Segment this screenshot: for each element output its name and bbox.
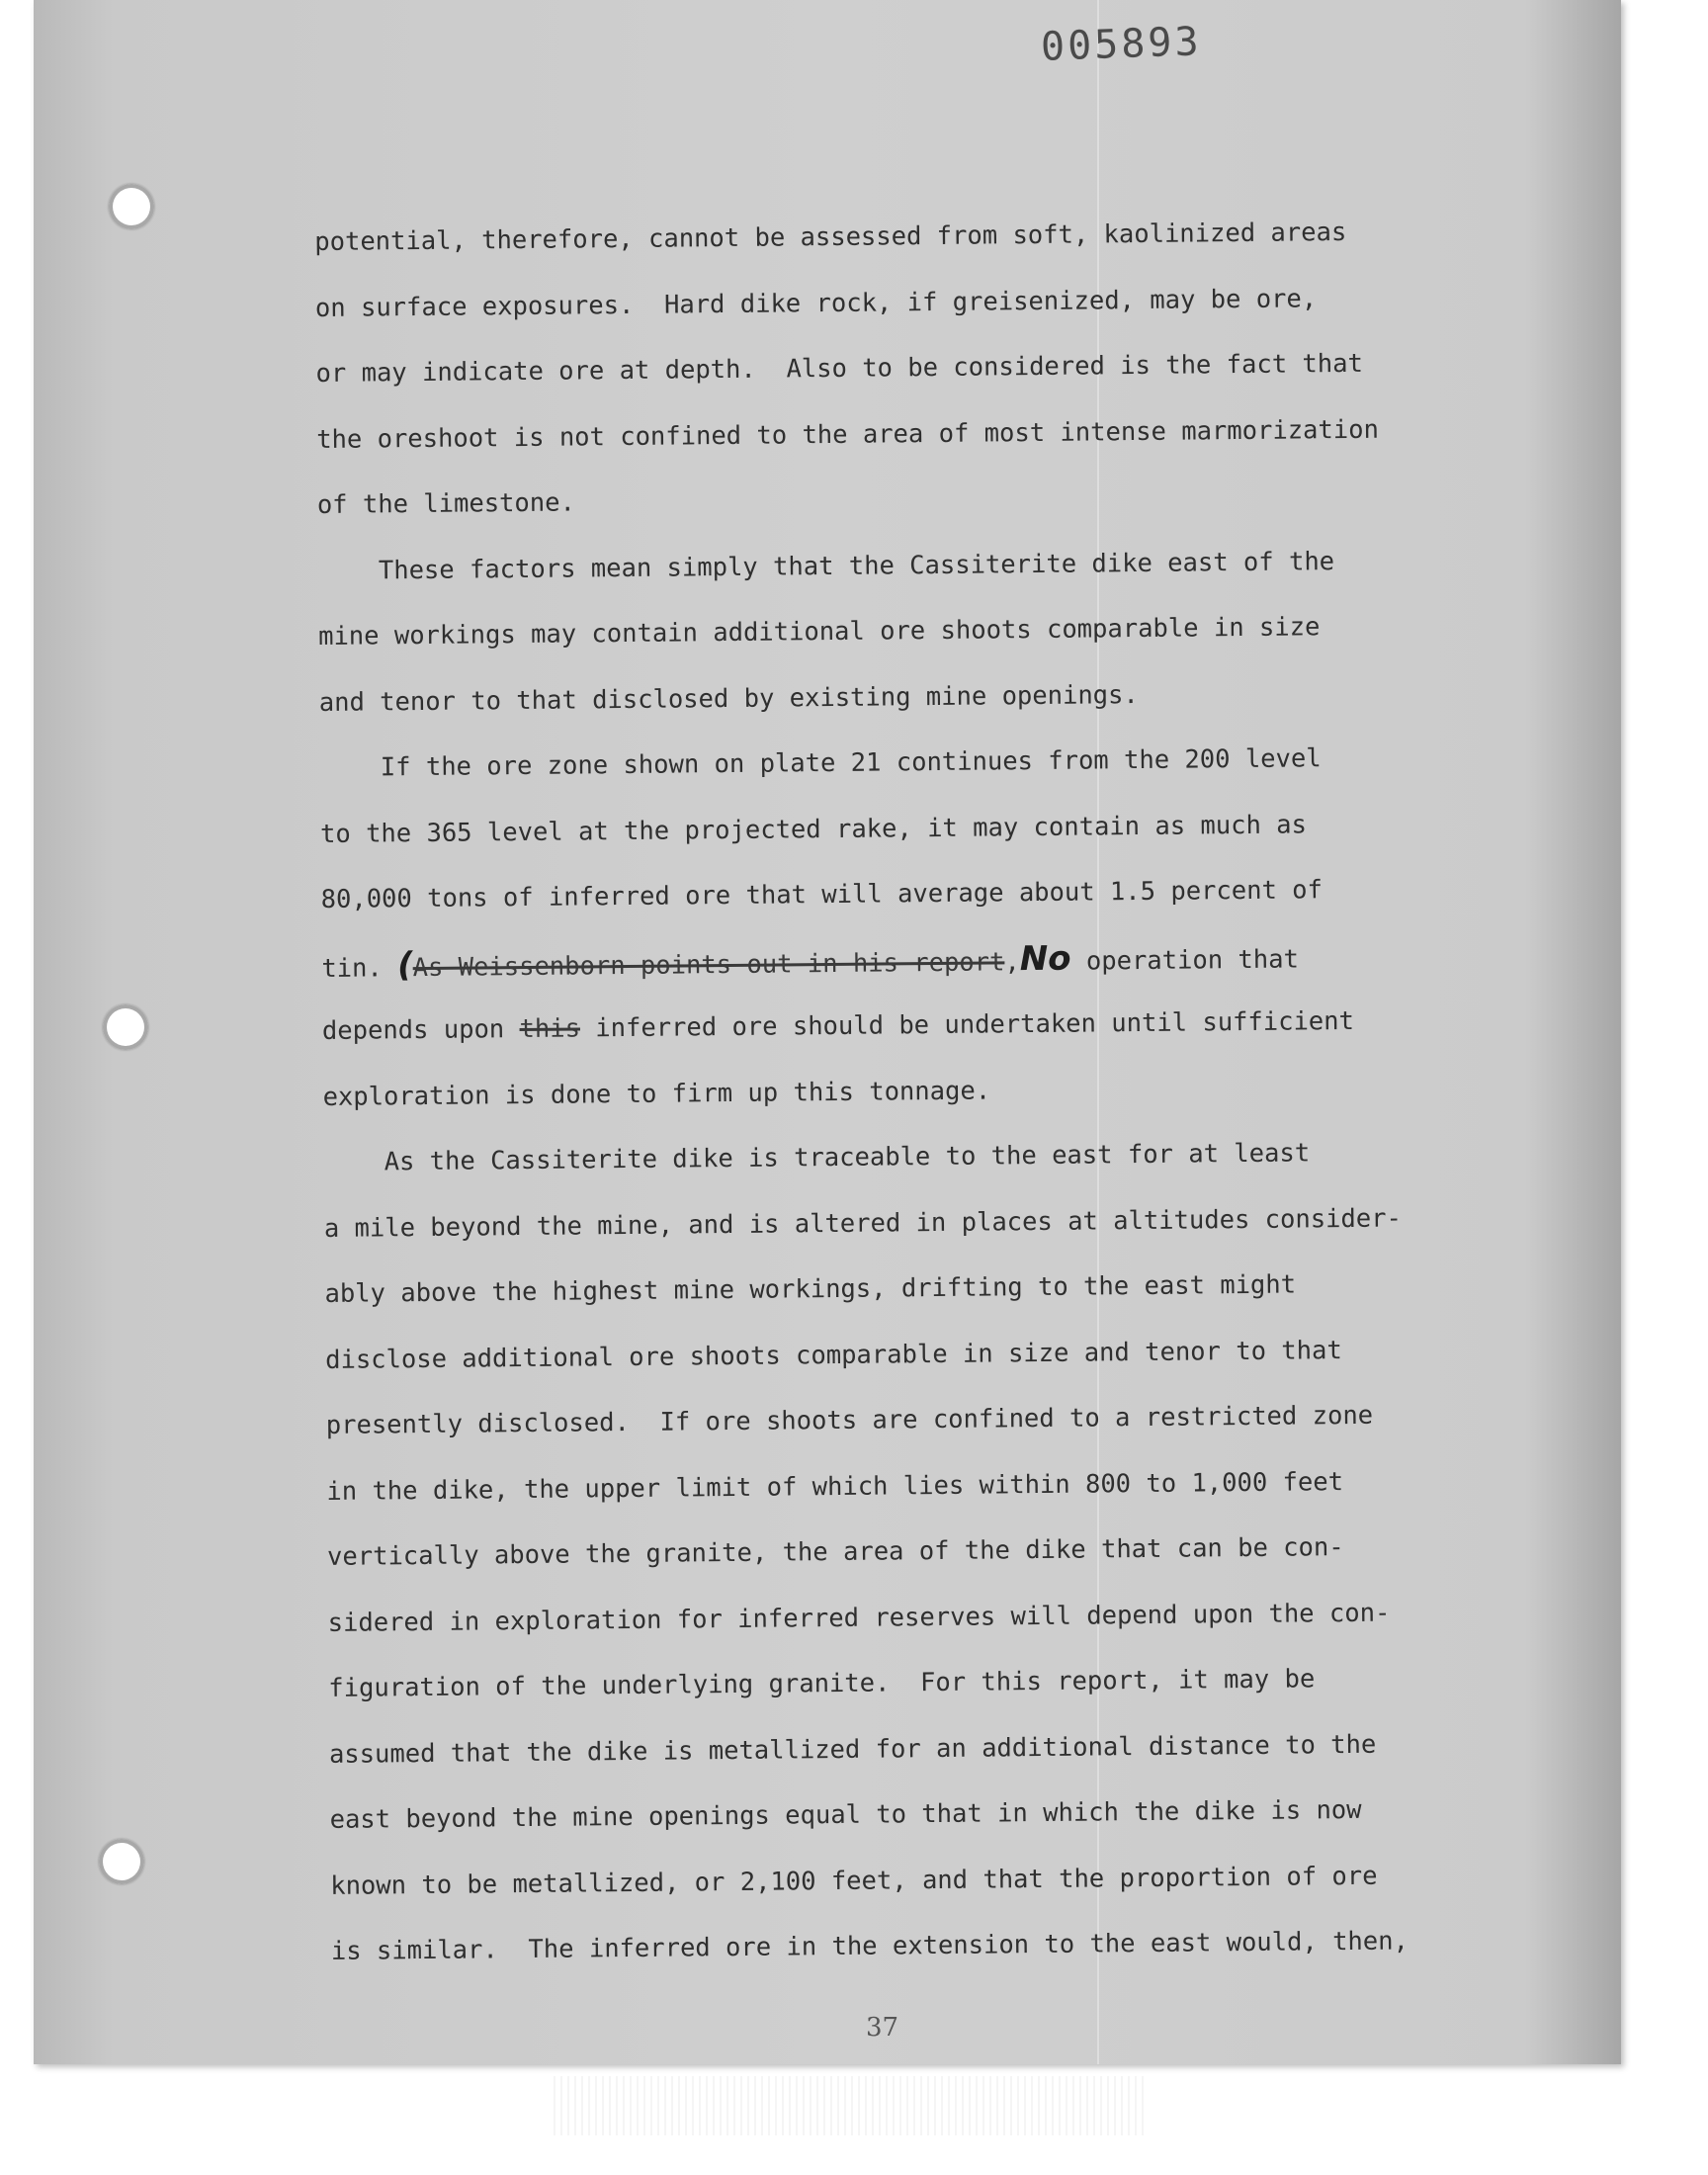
text-line: of the limestone. <box>316 487 576 520</box>
text-line: presently disclosed. If ore shoots are confined to a restricted zone <box>325 1400 1374 1440</box>
text-line: is similar. The inferred ore in the extension to the east would, then, <box>330 1926 1409 1966</box>
text-line-edited <box>322 987 1529 1064</box>
body-text <box>314 198 1537 1984</box>
tin-line-end: operation that <box>1070 943 1300 977</box>
text-line: figuration of the underlying granite. For this report, it may be <box>328 1664 1316 1703</box>
punch-hole-bottom <box>99 1839 144 1884</box>
page-number: 37 <box>866 2013 899 2043</box>
tin-line-start: tin. <box>321 952 398 984</box>
text-line: exploration is done to firm up this tonnage. <box>322 1075 991 1112</box>
scanned-page <box>34 0 1621 2064</box>
text-line: a mile beyond the mine, and is altered in places at altitudes consider- <box>323 1202 1403 1244</box>
struck-out-word: this <box>519 1013 581 1045</box>
text-line: mine workings may contain additional ore shoots comparable in size <box>318 612 1321 652</box>
struck-out-text: As Weissenborn points out in his report <box>412 946 1005 983</box>
depends-line-start: depends upon <box>321 1014 520 1046</box>
text-line: known to be metallized, or 2,100 feet, and that the proportion of ore <box>330 1861 1378 1901</box>
scan-artifact <box>554 2076 1147 2135</box>
punch-hole-middle <box>103 1004 148 1050</box>
text-line: to the 365 level at the projected rake, it may contain as much as <box>319 809 1308 849</box>
text-line: ably above the highest mine workings, drifting to the east might <box>324 1269 1297 1309</box>
text-line: the oreshoot is not confined to the area of most intense marmorization <box>316 414 1379 455</box>
text-line: and tenor to that disclosed by existing mine openings. <box>318 679 1139 718</box>
handwritten-bracket: ( <box>396 944 413 985</box>
text-line: vertically above the granite, the area of the dike that can be con- <box>326 1532 1344 1572</box>
text-line: These factors mean simply that the Cassiterite dike east of the <box>317 546 1335 586</box>
tin-line-comma: , <box>1004 946 1020 977</box>
text-line: on surface exposures. Hard dike rock, if greisenized, may be ore, <box>314 283 1318 323</box>
text-line: or may indicate ore at depth. Also to be considered is the fact that <box>315 348 1364 389</box>
document-number: 005893 <box>1039 19 1202 70</box>
text-line: assumed that the dike is metallized for an additional distance to the <box>328 1729 1377 1770</box>
text-line: potential, therefore, cannot be assessed from soft, kaolinized areas <box>314 217 1347 257</box>
text-line: sidered in exploration for inferred reserves will depend upon the con- <box>327 1598 1391 1638</box>
text-line: in the dike, the upper limit of which lies within 800 to 1,000 feet <box>326 1466 1344 1507</box>
text-line: disclose additional ore shoots comparable in size and tenor to that <box>325 1335 1342 1375</box>
text-line: As the Cassiterite dike is traceable to the east for at least <box>323 1138 1311 1177</box>
handwritten-correction: No <box>1019 938 1071 979</box>
depends-line-end: inferred ore should be undertaken until sufficient <box>579 1005 1355 1044</box>
text-line-edited <box>321 921 1528 999</box>
text-line: If the ore zone shown on plate 21 continues from the 200 level <box>319 743 1322 783</box>
text-line: east beyond the mine openings equal to that in which the dike is now <box>329 1794 1362 1835</box>
punch-hole-top <box>109 184 154 229</box>
text-line: 80,000 tons of inferred ore that will average about 1.5 percent of <box>320 875 1324 914</box>
